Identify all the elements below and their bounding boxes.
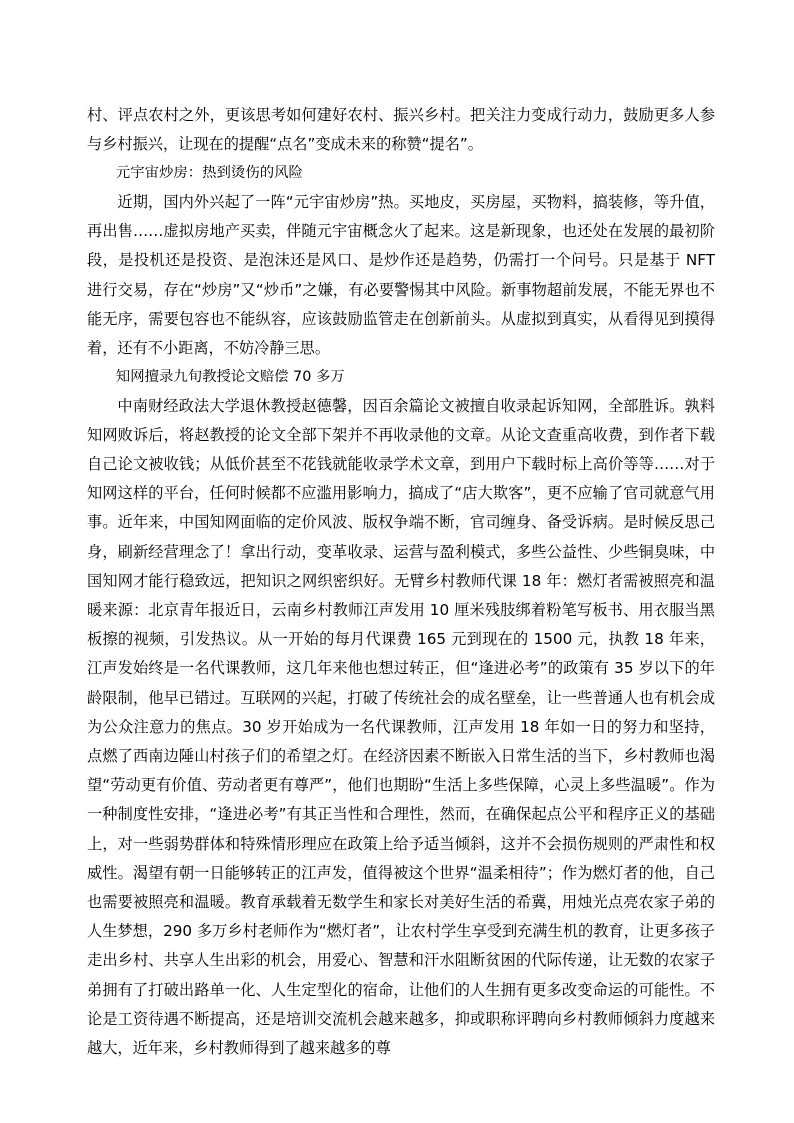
paragraph-cnki: 中南财经政法大学退休教授赵德馨，因百余篇论文被擅自收录起诉知网，全部胜诉。孰料知网败诉后，将赵教授的论文全部下架并不再收录他的文章。从论文查重高收费，到作者下载自己论文被收钱；从低价甚至不花钱就能收录学术文章，到用户下载时标上高价等等……对于知网这样的平台，任何时候都不应滥用影响力，搞成了“店大欺客”，更不应输了官司就意气用事。近年来，中国知网面临的定价风波、版权争端不断，官司缠身、备受诉病。是时候反思己身，刷新经营理念了！拿出行动，变革收录、运营与盈利模式，多些公益性、少些铜臭味，中国知网才能行稳致远，把知识之网织密织好。无臂乡村教师代课 18 年：燃灯者需被照亮和温暖来源：北京青年报近日，云南乡村教师江声发用 10 厘米残肢绑着粉笔写板书、用衣服当黑板擦的视频，引发热议。从一开始的每月代课费 165 元到现在的 1500 元，执教 18 年来，江声发始终是一名代课教师，这几年来他也想过转正，但“逢进必考”的政策有 35 岁以下的年龄限制，他早已错过。互联网的兴起，打破了传统社会的成名壁垒，让一些普通人也有机会成为公众注意力的焦点。30 岁开始成为一名代课教师，江声发用 18 年如一日的努力和坚持，点燃了西南边陲山村孩子们的希望之灯。在经济因素不断嵌入日常生活的当下，乡村教师也渴望“劳动更有价值、劳动者更有尊严”，他们也期盼“生活上多些保障，心灵上多些温暖”。作为一种制度性安排，“逢进必考”有其正当性和合理性，然而，在确保起点公平和程序正义的基础上，对一些弱势群体和特殊情形理应在政策上给予适当倾斜，这并不会损伤规则的严肃性和权威性。渴望有朝一日能够转正的江声发，值得被这个世界“温柔相待”；作为燃灯者的他，自己也需要被照亮和温暖。教育承载着无数学生和家长对美好生活的希冀，用烛光点亮农家子弟的人生梦想，290 多万乡村老师作为“燃灯者”，让农村学生享受到充满生机的教育，让更多孩子走出乡村、共享人生出彩的机会，用爱心、智慧和汗水阻断贫困的代际传递，让无数的农家子弟拥有了打破出路单一化、人生定型化的宿命，让他们的人生拥有更多改变命运的可能性。不论是工资待遇不断提高，还是培训交流机会越来越多，抑或职称评聘向乡村教师倾斜力度越来越大，近年来，乡村教师得到了越来越多的尊 <box>87 396 715 1058</box>
paragraph-metaverse: 近期，国内外兴起了一阵“元宇宙炒房”热。买地皮，买房屋，买物料，搞装修，等升值，再出售……虚拟房地产买卖，伴随元宇宙概念火了起来。这是新现象，也还处在发展的最初阶段，是投机还是投资、是泡沫还是风口、是炒作还是趋势，仍需打一个问号。只是基于 NFT 进行交易，存在“炒房”又“炒币”之嫌，有必要警惕其中风险。新事物超前发展，不能无界也不能无序，需要包容也不能纵容，应该鼓励监管走在创新前头。从虚拟到真实，从看得见到摸得着，还有不小距离，不妨冷静三思。 <box>87 192 715 357</box>
section-heading-cnki: 知网擅录九旬教授论文赔偿 70 多万 <box>115 369 345 386</box>
section-heading-metaverse: 元宇宙炒房：热到烫伤的风险 <box>115 165 303 182</box>
document-page <box>87 101 715 1063</box>
paragraph-continued: 村、评点农村之外，更该思考如何建好农村、振兴乡村。把关注力变成行动力，鼓励更多人参与乡村振兴，让现在的提醒“点名”变成未来的称赞“提名”。 <box>87 106 715 154</box>
